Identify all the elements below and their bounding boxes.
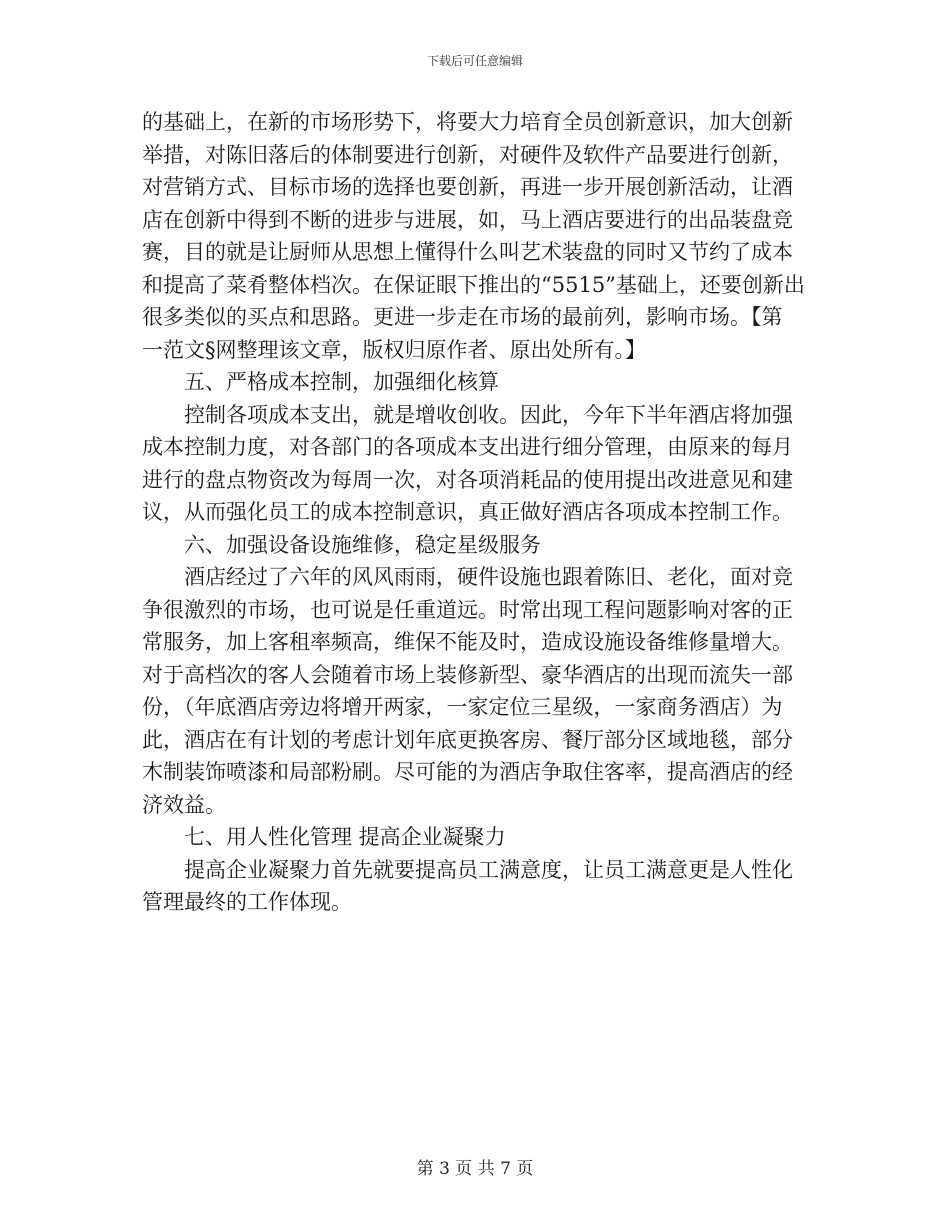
page-header-note: 下载后可任意编辑 [426, 54, 523, 68]
paragraph-humanized-management: 提高企业凝聚力首先就要提高员工满意度，让员工满意更是人性化管理最终的工作体现。 [142, 857, 793, 914]
section-heading-maintenance: 六、加强设备设施维修，稳定星级服务 [184, 532, 541, 557]
paragraph-maintenance: 酒店经过了六年的风风雨雨，硬件设施也跟着陈旧、老化，面对竞争很激烈的市场，也可说是任重道远。时常出现工程问题影响对客的正常服务，加上客租率频高，维保不能及时，造成设施设备维修量增大。对于高档次的客人会随着市场上装修新型、豪华酒店的出现而流失一部份，（年底酒店旁边将增开两家，一家定位三星级，一家商务酒店）为此，酒店在有计划的考虑计划年底更换客房、餐厅部分区域地毯，部分木制装饰喷漆和局部粉刷。尽可能的为酒店争取住客率，提高酒店的经济效益。 [142, 565, 793, 817]
document-body [142, 106, 806, 919]
page-number-footer: 第 3 页 共 7 页 [416, 1159, 534, 1179]
section-heading-humanized-management: 七、用人性化管理 提高企业凝聚力 [184, 825, 506, 849]
paragraph-innovation-continued: 的基础上，在新的市场形势下，将要大力培育全员创新意识，加大创新举措，对陈旧落后的体制要进行创新，对硬件及软件产品要进行创新，对营销方式、目标市场的选择也要创新，再进一步开展创新活动，让酒店在创新中得到不断的进步与进展，如，马上酒店要进行的出品装盘竞赛，目的就是让厨师从思想上懂得什么叫艺术装盘的同时又节约了成本和提高了菜肴整体档次。在保证眼下推出的“5515”基础上，还要创新出很多类似的买点和思路。更进一步走在市场的最前列，影响市场。【第 一范文§网整理该文章，版权归原作者、原出处所有。】 [142, 110, 805, 362]
section-heading-cost-control: 五、严格成本控制，加强细化核算 [184, 370, 499, 394]
paragraph-cost-control: 控制各项成本支出，就是增收创收。因此，今年下半年酒店将加强成本控制力度，对各部门的各项成本支出进行细分管理，由原来的每月进行的盘点物资改为每周一次，对各项消耗品的使用提出改进意见和建议，从而强化员工的成本控制意识，真正做好酒店各项成本控制工作。 [142, 402, 793, 524]
